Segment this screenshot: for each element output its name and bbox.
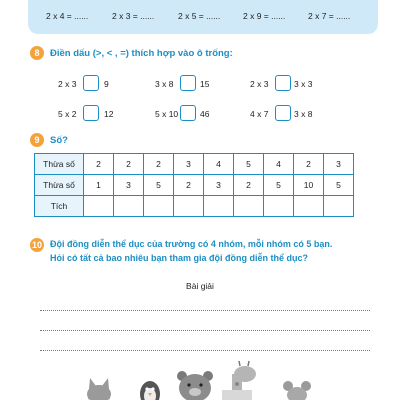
- animal-illustration: [80, 360, 360, 400]
- factor-cell: 5: [324, 175, 354, 196]
- row-label: Tích: [35, 196, 84, 217]
- exercise-10-question-line-2: Hỏi có tất cả bao nhiêu bạn tham gia đội đồng diễn thể dục?: [50, 253, 309, 263]
- exercise-10-number: 10: [31, 240, 42, 250]
- factor-cell: 4: [204, 154, 234, 175]
- top-equation: 2 x 5 = ......: [178, 11, 221, 21]
- factor-cell: 2: [294, 154, 324, 175]
- mouse-icon: [283, 381, 311, 400]
- factor-cell: 3: [174, 154, 204, 175]
- compare-answer-box[interactable]: [83, 75, 99, 91]
- table-row: [35, 175, 354, 196]
- product-answer-cell[interactable]: [84, 196, 114, 217]
- top-exercise-band: [28, 0, 378, 34]
- factor-cell: 10: [294, 175, 324, 196]
- exercise-8-title: Điền dấu (>, < , =) thích hợp vào ô trống:: [50, 48, 233, 59]
- factor-cell: 3: [324, 154, 354, 175]
- compare-left: 5 x 2: [58, 109, 77, 119]
- product-answer-cell[interactable]: [174, 196, 204, 217]
- factor-cell: 1: [84, 175, 114, 196]
- compare-right: 3 x 8: [294, 109, 313, 119]
- row-label: Thừa số: [35, 154, 84, 175]
- top-equation: 2 x 4 = ......: [46, 11, 89, 21]
- factor-cell: 5: [234, 154, 264, 175]
- compare-answer-box[interactable]: [180, 75, 196, 91]
- penguin-icon: [140, 381, 160, 400]
- top-equation: 2 x 9 = ......: [243, 11, 286, 21]
- exercise-9-number: 9: [30, 133, 44, 147]
- product-answer-cell[interactable]: [204, 196, 234, 217]
- factor-cell: 2: [84, 154, 114, 175]
- compare-left: 3 x 8: [155, 79, 174, 89]
- compare-left: 5 x 10: [155, 109, 179, 119]
- top-equation: 2 x 3 = ......: [112, 11, 155, 21]
- factor-cell: 5: [264, 175, 294, 196]
- answer-line[interactable]: [40, 350, 370, 351]
- table-row: [35, 154, 354, 175]
- product-answer-cell[interactable]: [234, 196, 264, 217]
- factor-cell: 5: [144, 175, 174, 196]
- factor-cell: 3: [204, 175, 234, 196]
- factor-cell: 4: [264, 154, 294, 175]
- table-row: [35, 196, 354, 217]
- exercise-8-number: 8: [30, 46, 44, 60]
- factor-cell: 3: [114, 175, 144, 196]
- bear-icon: [177, 371, 213, 400]
- compare-right: 3 x 3: [294, 79, 313, 89]
- compare-right: 9: [104, 79, 109, 89]
- factor-cell: 2: [144, 154, 174, 175]
- factor-cell: 2: [234, 175, 264, 196]
- top-equation: 2 x 7 = ......: [308, 11, 351, 21]
- factor-cell: 2: [174, 175, 204, 196]
- factor-cell: 2: [114, 154, 144, 175]
- product-answer-cell[interactable]: [114, 196, 144, 217]
- product-answer-cell[interactable]: [264, 196, 294, 217]
- compare-right: 15: [200, 79, 210, 89]
- compare-answer-box[interactable]: [275, 75, 291, 91]
- product-answer-cell[interactable]: [144, 196, 174, 217]
- multiplication-table: [34, 153, 354, 217]
- fox-icon: [87, 378, 111, 400]
- answer-line[interactable]: [40, 330, 370, 331]
- exercise-10-question-line-1: Đội đồng diễn thể dục của trường có 4 nhóm, mỗi nhóm có 5 bạn.: [50, 239, 333, 249]
- compare-left: 2 x 3: [58, 79, 77, 89]
- compare-left: 4 x 7: [250, 109, 269, 119]
- compare-answer-box[interactable]: [275, 105, 291, 121]
- compare-answer-box[interactable]: [83, 105, 99, 121]
- answer-line[interactable]: [40, 310, 370, 311]
- product-answer-cell[interactable]: [324, 196, 354, 217]
- compare-answer-box[interactable]: [180, 105, 196, 121]
- compare-right: 46: [200, 109, 210, 119]
- exercise-9-title: Số?: [50, 135, 68, 146]
- compare-left: 2 x 3: [250, 79, 269, 89]
- compare-right: 12: [104, 109, 114, 119]
- product-answer-cell[interactable]: [294, 196, 324, 217]
- solution-heading: Bài giải: [186, 281, 214, 291]
- giraffe-icon: [222, 361, 256, 400]
- row-label: Thừa số: [35, 175, 84, 196]
